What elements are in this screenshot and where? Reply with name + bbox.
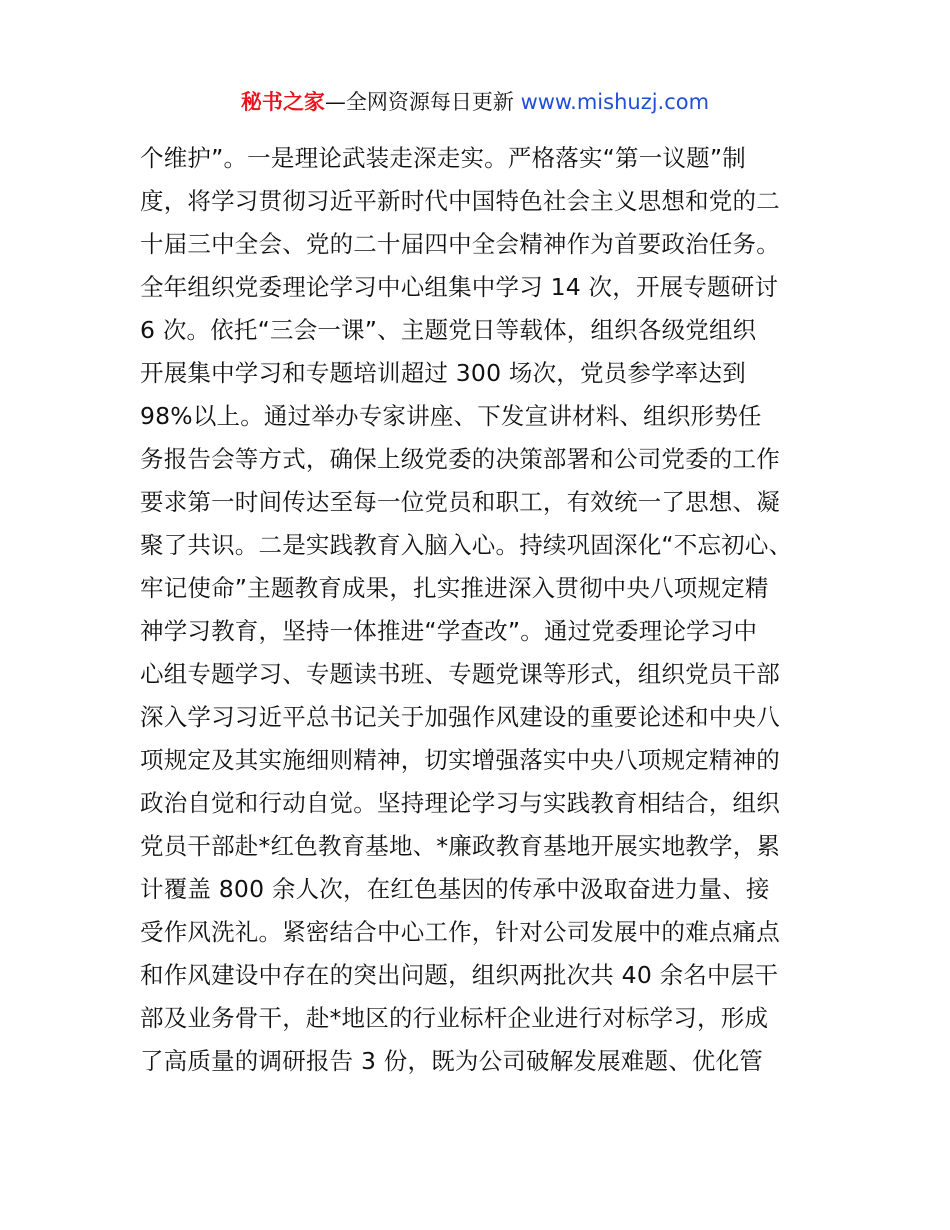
text-line: 部及业务骨干，赴*地区的行业标杆企业进行对标学习，形成 xyxy=(140,1004,769,1032)
text-line: 6 次。依托“三会一课”、主题党日等载体，组织各级党组织 xyxy=(140,316,757,344)
text-line: 98%以上。通过举办专家讲座、下发宣讲材料、组织形势任 xyxy=(140,402,762,430)
site-brand: 秘书之家 xyxy=(240,90,325,114)
text-line: 和作风建设中存在的突出问题，组织两批次共 40 余名中层干 xyxy=(140,961,779,989)
text-line: 党员干部赴*红色教育基地、*廉政教育基地开展实地教学，累 xyxy=(140,832,781,860)
text-line: 神学习教育，坚持一体推进“学查改”。通过党委理论学习中 xyxy=(140,617,758,645)
text-line: 心组专题学习、专题读书班、专题党课等形式，组织党员干部 xyxy=(140,660,780,688)
text-line: 计覆盖 800 余人次，在红色基因的传承中汲取奋进力量、接 xyxy=(140,875,770,903)
text-line: 开展集中学习和专题培训超过 300 场次，党员参学率达到 xyxy=(140,359,746,387)
text-line: 受作风洗礼。紧密结合中心工作，针对公司发展中的难点痛点 xyxy=(140,918,780,946)
text-line: 全年组织党委理论学习中心组集中学习 14 次，开展专题研讨 xyxy=(140,273,779,301)
text-line: 聚了共识。二是实践教育入脑入心。持续巩固深化“不忘初心、 xyxy=(140,531,793,559)
text-line: 政治自觉和行动自觉。坚持理论学习与实践教育相结合，组织 xyxy=(140,789,780,817)
text-line: 要求第一时间传达至每一位党员和职工，有效统一了思想、凝 xyxy=(140,488,780,516)
site-header xyxy=(0,86,950,118)
text-line: 深入学习习近平总书记关于加强作风建设的重要论述和中央八 xyxy=(140,703,780,731)
document-body xyxy=(140,137,820,1083)
text-line: 个维护”。一是理论武装走深走实。严格落实“第一议题”制 xyxy=(140,144,746,172)
text-line: 项规定及其实施细则精神，切实增强落实中央八项规定精神的 xyxy=(140,746,780,774)
site-url-link[interactable]: www.mishuzj.com xyxy=(520,90,710,114)
text-line: 牢记使命”主题教育成果，扎实推进深入贯彻中央八项规定精 xyxy=(140,574,769,602)
text-line: 务报告会等方式，确保上级党委的决策部署和公司党委的工作 xyxy=(140,445,780,473)
text-line: 度，将学习贯彻习近平新时代中国特色社会主义思想和党的二 xyxy=(140,187,780,215)
text-line: 了高质量的调研报告 3 份，既为公司破解发展难题、优化管 xyxy=(140,1047,763,1075)
text-line: 十届三中全会、党的二十届四中全会精神作为首要政治任务。 xyxy=(140,230,780,258)
site-tagline: —全网资源每日更新 xyxy=(324,90,521,114)
